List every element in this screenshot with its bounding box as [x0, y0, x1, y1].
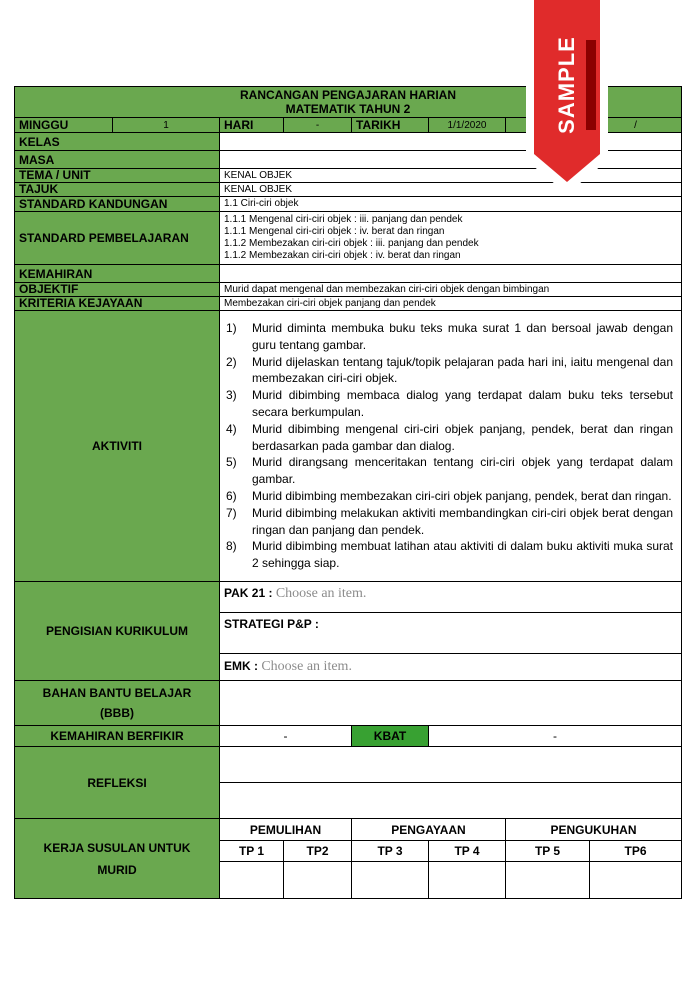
tarikh-label: TARIKH — [352, 118, 429, 133]
rph-table — [14, 86, 682, 899]
pengukuhan-header: PENGUKUHAN — [506, 819, 682, 841]
sp-item: 1.1.2 Membezakan ciri-ciri objek : iv. berat dan ringan — [224, 250, 461, 261]
sp-list — [220, 212, 682, 265]
tp-value-cell — [429, 862, 506, 899]
objektif-value: Murid dapat mengenal dan membezakan ciri-ciri objek dengan bimbingan — [220, 283, 682, 297]
doc-subtitle: MATEMATIK TAHUN 2 — [285, 102, 411, 116]
ribbon-stripe — [586, 40, 596, 130]
refleksi-cell-2 — [220, 783, 682, 819]
aktiviti-item: 6) Murid dibimbing membezakan ciri-ciri objek panjang, pendek, berat dan ringan. — [226, 488, 672, 503]
refleksi-row-1 — [15, 747, 682, 783]
hari-label: HARI — [220, 118, 284, 133]
kriteria-row — [15, 297, 682, 311]
tp-header: TP 5 — [506, 841, 590, 862]
sp-item: 1.1.1 Mengenal ciri-ciri objek : iv. berat dan ringan — [224, 226, 445, 237]
last-value: / — [590, 118, 682, 133]
sp-row — [15, 212, 682, 265]
tp-value-cell — [590, 862, 682, 899]
tema-label: TEMA / UNIT — [15, 169, 220, 183]
tarikh-value: 1/1/2020 — [429, 118, 506, 133]
kerja-label — [15, 819, 220, 899]
pengayaan-header: PENGAYAAN — [352, 819, 506, 841]
kemahiran-value — [220, 265, 682, 283]
bbb-label — [15, 681, 220, 726]
tp-value-cell — [352, 862, 429, 899]
pak21-cell — [220, 582, 682, 613]
tp-header: TP 4 — [429, 841, 506, 862]
pengisian-label: PENGISIAN KURIKULUM — [15, 582, 220, 681]
emk-cell — [220, 654, 682, 681]
kriteria-value: Membezakan ciri-ciri objek panjang dan pendek — [220, 297, 682, 311]
aktiviti-item: 2) Murid dijelaskan tentang tajuk/topik pelajaran pada hari ini, iaitu mengenal dan membezakan ciri-ciri objek. — [226, 354, 674, 386]
pak21-label: PAK 21 : — [224, 586, 273, 600]
refleksi-label: REFLEKSI — [15, 747, 220, 819]
sk-label: STANDARD KANDUNGAN — [15, 197, 220, 212]
kbat-label: KBAT — [352, 726, 429, 747]
aktiviti-item: 5) Murid dirangsang menceritakan tentang ciri-ciri objek yang terdapat dalam gambar. — [226, 455, 674, 487]
kerja-label-line2: MURID — [97, 862, 137, 877]
pak21-row — [15, 582, 682, 613]
aktiviti-item: 1) Murid diminta membuka buku teks muka surat 1 dan bersoal jawab dengan guru tentang gambar. — [226, 321, 674, 352]
tp-header: TP2 — [284, 841, 352, 862]
kriteria-label: KRITERIA KEJAYAAN — [15, 297, 220, 311]
strategi-label: STRATEGI P&P : — [220, 613, 682, 654]
bbb-label-line2: (BBB) — [100, 706, 134, 720]
emk-dropdown[interactable]: Choose an item. — [261, 659, 352, 674]
kb-row — [15, 726, 682, 747]
tp-header: TP6 — [590, 841, 682, 862]
minggu-label: MINGGU — [15, 118, 113, 133]
aktiviti-item: 8) Murid dibimbing membuat latihan atau aktiviti di dalam buku aktiviti muka surat 2 sehingga siap. — [226, 539, 674, 571]
tajuk-label: TAJUK — [15, 183, 220, 197]
tema-value: KENAL OBJEK — [220, 169, 682, 183]
kerja-header-row — [15, 819, 682, 841]
aktiviti-row — [15, 311, 682, 582]
sp-item: 1.1.2 Membezakan ciri-ciri objek : iii. panjang dan pendek — [224, 238, 479, 249]
pemulihan-header: PEMULIHAN — [220, 819, 352, 841]
kemahiran-label: KEMAHIRAN — [15, 265, 220, 283]
tp-header: TP 3 — [352, 841, 429, 862]
tp-value-cell — [220, 862, 284, 899]
kemahiran-row — [15, 265, 682, 283]
refleksi-cell-1 — [220, 747, 682, 783]
masa-value — [220, 151, 682, 169]
kelas-label: KELAS — [15, 133, 220, 151]
kbat-value: - — [429, 726, 682, 747]
objektif-row — [15, 283, 682, 297]
aktiviti-item: 3) Murid dibimbing membaca dialog yang terdapat dalam buku teks tersebut secara berkumpulan. — [226, 388, 674, 419]
bbb-value — [220, 681, 682, 726]
aktiviti-item: 7) Murid dibimbing melakukan aktiviti membandingkan ciri-ciri objek berat dengan ringan dan panjang dan pendek. — [226, 505, 674, 537]
aktiviti-item: 4) Murid dibimbing mengenal ciri-ciri objek panjang, pendek, berat dan ringan berdasarkan pada gambar dan dialog. — [226, 421, 674, 453]
hari-value: - — [284, 118, 352, 133]
bbb-row — [15, 681, 682, 726]
aktiviti-list — [220, 311, 682, 582]
bbb-label-line1: BAHAN BANTU BELAJAR — [42, 686, 192, 700]
doc-title: RANCANGAN PENGAJARAN HARIAN — [240, 88, 457, 102]
tajuk-value: KENAL OBJEK — [220, 183, 682, 197]
sample-label: SAMPLE — [554, 36, 579, 134]
sample-ribbon — [522, 0, 612, 196]
kerja-label-line1: KERJA SUSULAN UNTUK — [43, 840, 191, 855]
kb-value: - — [220, 726, 352, 747]
objektif-label: OBJEKTIF — [15, 283, 220, 297]
kb-label: KEMAHIRAN BERFIKIR — [15, 726, 220, 747]
masa-label: MASA — [15, 151, 220, 169]
sk-value: 1.1 Ciri-ciri objek — [220, 197, 682, 212]
aktiviti-label: AKTIVITI — [15, 311, 220, 582]
kelas-value — [220, 133, 682, 151]
tp-value-cell — [506, 862, 590, 899]
sk-row — [15, 197, 682, 212]
sp-label: STANDARD PEMBELAJARAN — [15, 212, 220, 265]
tp-value-cell — [284, 862, 352, 899]
pak21-dropdown[interactable]: Choose an item. — [275, 586, 367, 601]
sp-item: 1.1.1 Mengenal ciri-ciri objek : iii. panjang dan pendek — [224, 214, 463, 225]
emk-label: EMK : — [224, 659, 258, 673]
minggu-value: 1 — [113, 118, 220, 133]
tp-header: TP 1 — [220, 841, 284, 862]
